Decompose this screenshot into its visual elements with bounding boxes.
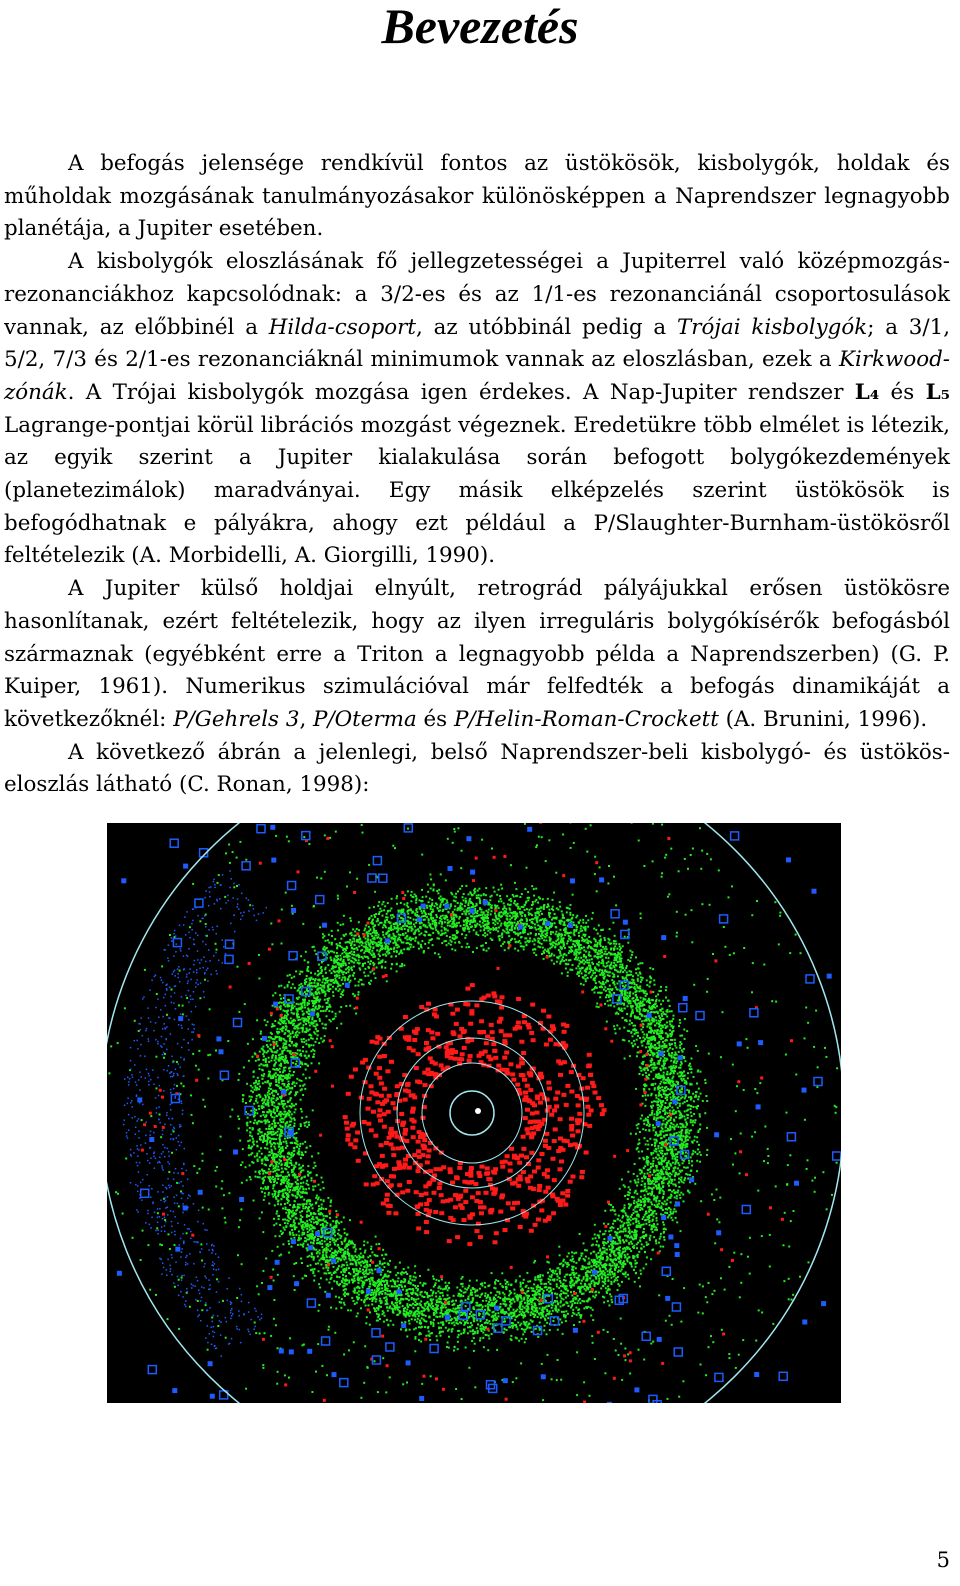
page-title: Bevezetés — [381, 0, 579, 54]
text-run: és — [879, 379, 926, 405]
text-run: Lagrange-pontjai körül librációs mozgást végeznek. Eredetükre több elmélet is létezik, az egyik szerint a Jupiter kialakulása során befogott bolygókezdemények (planetezimálok) maradványai. Egy másik elképzelés szerint üstökösök is befogódhatnak e pályákra, ahogy ezt például a P/Slaughter-Burnham-üstökösről feltételezik (A. Morbidelli, A. Giorgilli, 1990). — [4, 412, 950, 569]
paragraph — [4, 573, 950, 737]
body-text — [4, 148, 950, 802]
paragraph — [4, 148, 950, 246]
asteroid-comet-distribution-image — [107, 823, 841, 1403]
italic-term: Trójai kisbolygók — [677, 314, 868, 340]
text-run: A következő ábrán a jelenlegi, belső Naprendszer-beli kisbolygó- és üstökös-eloszlás látható (C. Ronan, 1998): — [4, 739, 950, 798]
italic-term: P/Oterma — [313, 706, 417, 732]
text-run: . A Trójai kisbolygók mozgása igen érdekes. A Nap-Jupiter rendszer — [67, 379, 855, 405]
text-run: A kisbolygók eloszlásának fő jellegzetességei a Jupiterrel való középmozgás-rezonanciákhoz kapcsolódnak: a 3/2-es és az 1/1-es rezonanciánál csoportosulások vannak, az előbbinél a — [4, 249, 950, 340]
paragraph — [4, 246, 950, 573]
text-run: A befogás jelensége rendkívül fontos az üstökösök, kisbolygók, holdak és műholdak mozgásának tanulmányozásakor különösképpen a Naprendszer legnagyobb planétája, a Jupiter esetében. — [4, 151, 950, 242]
bold-term: L₅ — [925, 379, 950, 405]
italic-term: P/Gehrels 3 — [173, 706, 300, 732]
text-run: (A. Brunini, 1996). — [718, 706, 928, 732]
planet-orbit — [450, 1091, 494, 1135]
text-run: és — [416, 706, 454, 732]
italic-term: Hilda-csoport — [268, 314, 416, 340]
text-run: ; a 3/1, 5/2, 7/3 és 2/1-es rezonanciáknál minimumok vannak az eloszlásban, ezek a — [4, 314, 950, 373]
bold-term: L₄ — [854, 379, 880, 405]
italic-term: Kirkwood-zónák — [4, 347, 950, 405]
text-run: , az utóbbinál pedig a — [416, 314, 677, 340]
italic-term: P/Helin-Roman-Crockett — [453, 706, 719, 732]
text-run: , — [299, 706, 314, 732]
paragraph — [4, 737, 950, 802]
solar-system-distribution-figure — [107, 823, 841, 1403]
text-run: A Jupiter külső holdjai elnyúlt, retrográd pályájukkal erősen üstökösre hasonlítanak, ezért feltételezik, hogy az ilyen irreguláris bolygókísérők befogásból származnak (egyébként erre a Triton a legnagyobb példa a Naprendszerben) (G. P. Kuiper, 1961). Numerikus szimulációval már felfedték a befogás dinamikáját a következőknél: — [4, 576, 950, 732]
page-number: 5 — [936, 1548, 950, 1572]
sun-marker — [475, 1108, 481, 1114]
